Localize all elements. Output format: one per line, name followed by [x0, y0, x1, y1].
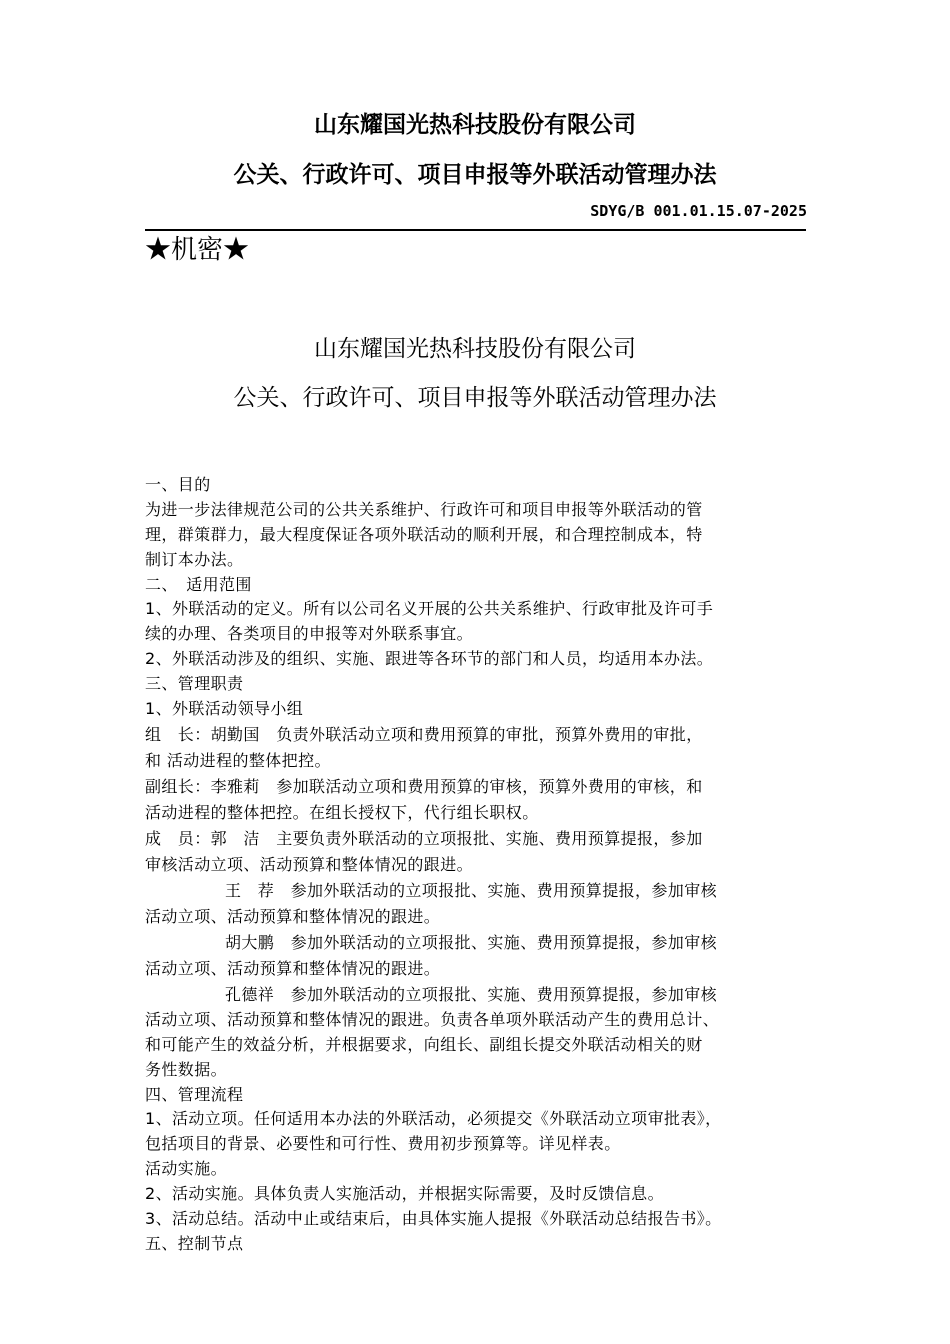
- header-company-name: 山东耀国光热科技股份有限公司: [314, 112, 636, 138]
- paragraph-line: 务性数据。: [145, 1059, 228, 1079]
- body-document-title: 公关、行政许可、项目申报等外联活动管理办法: [233, 385, 717, 411]
- paragraph-line: 理，群策群力，最大程度保证各项外联活动的顺利开展，和合理控制成本，特: [145, 524, 703, 544]
- section-heading-process: 四、管理流程: [145, 1084, 244, 1104]
- document-code: SDYG/B 001.01.15.07-2025: [590, 202, 807, 220]
- paragraph-line: 活动立项、活动预算和整体情况的跟进。: [145, 906, 441, 926]
- paragraph-line: 包括项目的背景、必要性和可行性、费用初步预算等。详见样表。: [145, 1134, 621, 1154]
- classification-label: ★机密★: [145, 235, 250, 265]
- section-heading-scope: 二、 适用范围: [145, 574, 252, 594]
- document-body: [145, 473, 807, 1257]
- member-line-deputy: 副组长：李雅莉 参加联活动立项和费用预算的审核，预算外费用的审核，和: [145, 776, 703, 796]
- body-company-name: 山东耀国光热科技股份有限公司: [314, 336, 636, 362]
- paragraph-line: 活动立项、活动预算和整体情况的跟进。负责各单项外联活动产生的费用总计、: [145, 1009, 720, 1029]
- subsection-heading: 1、外联活动领导小组: [145, 699, 304, 719]
- member-line-wang: 王 荐 参加外联活动的立项报批、实施、费用预算提报，参加审核: [225, 880, 718, 900]
- paragraph-line: 1、外联活动的定义。所有以公司名义开展的公共关系维护、行政审批及许可手: [145, 599, 714, 619]
- member-line-hu: 胡大鹏 参加外联活动的立项报批、实施、费用预算提报，参加审核: [225, 932, 718, 952]
- member-line-kong: 孔德祥 参加外联活动的立项报批、实施、费用预算提报，参加审核: [225, 984, 718, 1004]
- header-document-title: 公关、行政许可、项目申报等外联活动管理办法: [233, 162, 717, 188]
- paragraph-line: 和 活动进程的整体把控。: [145, 750, 331, 770]
- paragraph-line: 和可能产生的效益分析，并根据要求，向组长、副组长提交外联活动相关的财: [145, 1034, 703, 1054]
- paragraph-line: 2、活动实施。具体负责人实施活动，并根据实际需要，及时反馈信息。: [145, 1184, 664, 1204]
- member-line-leader: 组 长：胡勤国 负责外联活动立项和费用预算的审批，预算外费用的审批，: [145, 724, 703, 744]
- section-heading-control-points: 五、控制节点: [145, 1233, 244, 1253]
- paragraph-line: 制订本办法。: [145, 549, 244, 569]
- member-line-guo: 成 员：郭 洁 主要负责外联活动的立项报批、实施、费用预算提报，参加: [145, 828, 703, 848]
- paragraph-line: 活动实施。: [145, 1159, 228, 1179]
- header-divider: [145, 229, 806, 231]
- paragraph-line: 续的办理、各类项目的申报等对外联系事宜。: [145, 624, 474, 644]
- section-heading-responsibilities: 三、管理职责: [145, 674, 244, 694]
- paragraph-line: 2、外联活动涉及的组织、实施、跟进等各环节的部门和人员，均适用本办法。: [145, 649, 714, 669]
- paragraph-line: 活动进程的整体把控。在组长授权下，代行组长职权。: [145, 802, 539, 822]
- paragraph-line: 为进一步法律规范公司的公共关系维护、行政许可和项目申报等外联活动的管: [145, 499, 703, 519]
- paragraph-line: 活动立项、活动预算和整体情况的跟进。: [145, 958, 441, 978]
- paragraph-line: 1、活动立项。任何适用本办法的外联活动，必须提交《外联活动立项审批表》，: [145, 1109, 722, 1129]
- paragraph-line: 审核活动立项、活动预算和整体情况的跟进。: [145, 854, 474, 874]
- paragraph-line: 3、活动总结。活动中止或结束后，由具体实施人提报《外联活动总结报告书》。: [145, 1209, 722, 1229]
- section-heading-purpose: 一、目的: [145, 475, 211, 494]
